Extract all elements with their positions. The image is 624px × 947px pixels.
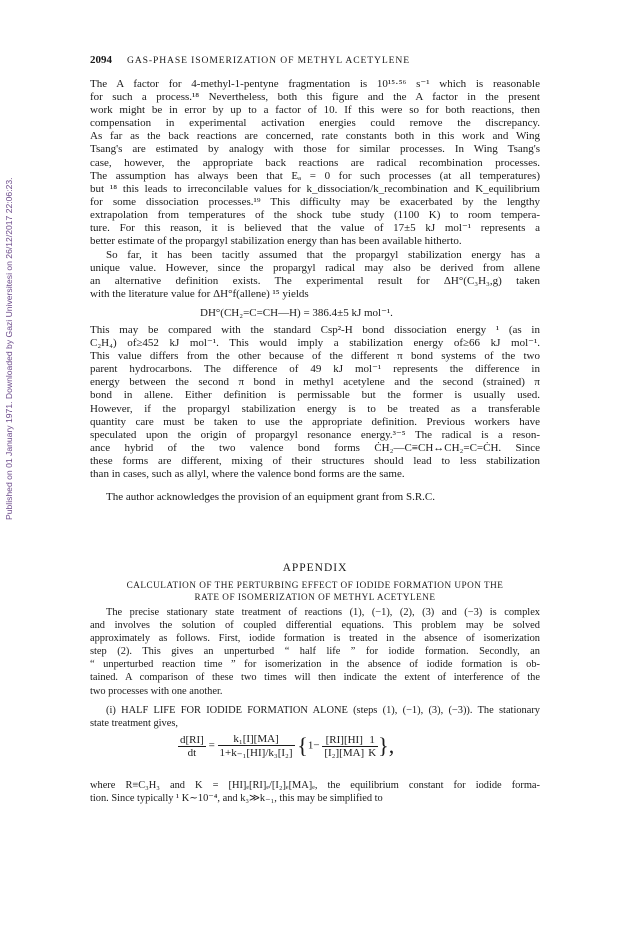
text-line: unique value. However, since the propargyl radical may also be derived from allene xyxy=(90,262,540,275)
appendix-subtitle-1: CALCULATION OF THE PERTURBING EFFECT OF IODIDE FORMATION UPON THE xyxy=(126,580,504,590)
eq-lhs-numerator: d[RI] xyxy=(180,733,204,746)
text-line: C₂H₄) of≥452 kJ mol⁻¹. This would imply a stabilization energy of≥66 kJ mol⁻¹. xyxy=(90,337,540,350)
paragraph-6 xyxy=(90,780,540,806)
eq-rhs-denominator: [I₂][MA] xyxy=(324,746,365,759)
text-line: bond in allene. Either definition is permissable but the former is usually used. xyxy=(90,389,540,402)
eq-lhs-fraction xyxy=(178,734,206,759)
download-watermark-text: Published on 01 January 1971. Downloaded by Gazi Universitesi on 26/12/2017 22:06:23. xyxy=(4,177,14,520)
paragraph-1 xyxy=(90,78,540,248)
paragraph-2 xyxy=(90,249,540,301)
eq-brace-open: { xyxy=(297,733,308,758)
text-line: for some dissociation processes.¹⁹ This difficulty may be exacerbated by the lengthy xyxy=(90,195,540,208)
equation-bond-dissociation: DH°(CH₂=C=CH—H) = 386.4±5 kJ mol⁻¹. xyxy=(200,307,393,319)
eq-equals: = xyxy=(208,739,215,752)
text-line: work might be in error by up to a factor of 10. If this were so for both reactions, then xyxy=(90,104,540,117)
equation-stationary-state xyxy=(178,733,394,759)
acknowledgement xyxy=(90,491,540,504)
text-line: The precise stationary state treatment of reactions (1), (−1), (2), (3) and (−3) is complex xyxy=(106,607,540,618)
appendix-subtitle-2: RATE OF ISOMERIZATION OF METHYL ACETYLENE xyxy=(194,592,436,602)
text-line: but ¹⁸ this leads to irreconcilable values for k_dissociation/k_recombination and K_equilibrium xyxy=(90,182,540,195)
eq-mid-denominator: 1+k₋₁[HI]/k₃[I₂] xyxy=(219,747,293,759)
text-line: quantity care must be taken to use the appropriate definition. Previous workers have xyxy=(90,415,540,428)
text-line: than in cases, such as allyl, where the valence bond forms are the same. xyxy=(90,468,405,481)
text-line: This value differs from the other because of the different π bond systems of the two xyxy=(90,350,540,363)
text-line: case, however, the appropriate back reactions are radical recombination processes. xyxy=(90,156,540,169)
eq-k-denominator: K xyxy=(368,746,377,759)
text-line: ance hybrid of the two valence bond forms ĊH₂—C≡CH↔CH₂=C=ĊH. Since xyxy=(90,441,540,454)
text-line: As far as the back reactions are concerned, rate constants both in this work and Wing xyxy=(90,130,540,143)
appendix-title: APPENDIX xyxy=(282,562,348,574)
text-line: with the literature value for ΔH°f(allene) ¹⁵ yields xyxy=(90,288,309,301)
page-number: 2094 xyxy=(90,54,112,66)
download-watermark xyxy=(4,177,16,530)
text-line: speculated upon the origin of propargyl resonance energy.³⁻⁵ The radical is a reson- xyxy=(90,428,540,441)
text-line: Tsang's are estimated by analogy with those for similar processes. In Wing Tsang's xyxy=(90,143,540,156)
text-line: tion. Since typically ¹ K∼10⁻⁴, and k₃≫k₋₁, this may be simplified to xyxy=(90,793,383,805)
text-line: The A factor for 4-methyl-1-pentyne fragmentation is 10¹⁵·⁵⁶ s⁻¹ which is reasonable xyxy=(90,78,540,90)
eq-mid-fraction xyxy=(218,733,295,759)
text-line: extrapolation from temperatures of the shock tube study (1100 K) to room tempera- xyxy=(90,208,540,221)
eq-one-minus: 1− xyxy=(307,739,320,752)
text-line: where R≡C₃H₃ and K = [HI]ₑ[RI]ₑ/[I₂]ₑ[MA]ₑ, the equilibrium constant for iodide forma- xyxy=(90,780,540,791)
text-line: approximately as follows. First, iodide formation is treated in the absence of isomerization xyxy=(90,633,540,645)
text-line: energy between the second π bond in methyl acetylene and the second (strained) π xyxy=(90,376,540,389)
text-line: tained. A comparison of these two times will then indicate the extent of interference of the xyxy=(90,672,540,684)
text-line: these forms are different, mixing of their structures should lead to less stabilization xyxy=(90,454,540,467)
eq-k-fraction xyxy=(366,734,378,759)
text-line: “ unperturbed reaction time ” for isomerization in the absence of iodide formation is ob- xyxy=(90,659,540,671)
text-line: state treatment gives, xyxy=(90,718,179,730)
text-line: an alternative definition exists. The experimental result for ΔH°(C₃H₃,g) taken xyxy=(90,275,540,288)
eq-mid-numerator: k₁[I][MA] xyxy=(218,733,295,746)
text-line: This may be compared with the standard Csp²-H bond dissociation energy ¹ (as in xyxy=(90,324,540,336)
text-line: two processes with one another. xyxy=(90,685,223,697)
eq-brace-close: }, xyxy=(378,733,395,758)
text-line: and involves the solution of coupled differential equations. This problem may be solved xyxy=(90,620,540,632)
text-line: ture. For this reason, it is believed that the value of 17±5 kJ mol⁻¹ represents a xyxy=(90,222,540,235)
eq-rhs-numerator: [RI][HI] xyxy=(322,734,366,747)
paragraph-4 xyxy=(90,607,540,699)
paragraph-3 xyxy=(90,324,540,481)
text-line: parent hydrocarbons. The difference of 49 kJ mol⁻¹ represents the difference in xyxy=(90,363,540,376)
text-line: compensation in experimental activation energies could remove the discrepancy. xyxy=(90,117,540,130)
text-line: So far, it has been tacitly assumed that the propargyl stabilization energy has a xyxy=(106,249,540,261)
text-line: However, if the propargyl stabilization energy is to be treated as a transferable xyxy=(90,402,540,415)
text-line: step (2). This gives an unperturbed “ half life ” for iodide formation. Secondly, an xyxy=(90,646,540,658)
text-line: for such a process.¹⁸ Nevertheless, both this figure and the A factor in the present xyxy=(90,91,540,104)
paragraph-5 xyxy=(90,705,540,731)
text-line: (i) HALF LIFE FOR IODIDE FORMATION ALONE (steps (1), (−1), (3), (−3)). The stationary xyxy=(106,705,540,716)
acknowledgement-text: The author acknowledges the provision of an equipment grant from S.R.C. xyxy=(106,491,436,503)
text-line: The assumption has always been that Eₐ = 0 for such processes (at all temperatures) xyxy=(90,169,540,182)
eq-rhs-fraction xyxy=(322,734,366,759)
running-title: GAS-PHASE ISOMERIZATION OF METHYL ACETYLENE xyxy=(127,55,410,66)
page-header xyxy=(90,54,540,68)
eq-k-numerator: 1 xyxy=(366,734,378,747)
text-line: better estimate of the propargyl stabilization energy than has been available hitherto. xyxy=(90,235,462,248)
eq-lhs-denominator: dt xyxy=(187,746,197,759)
